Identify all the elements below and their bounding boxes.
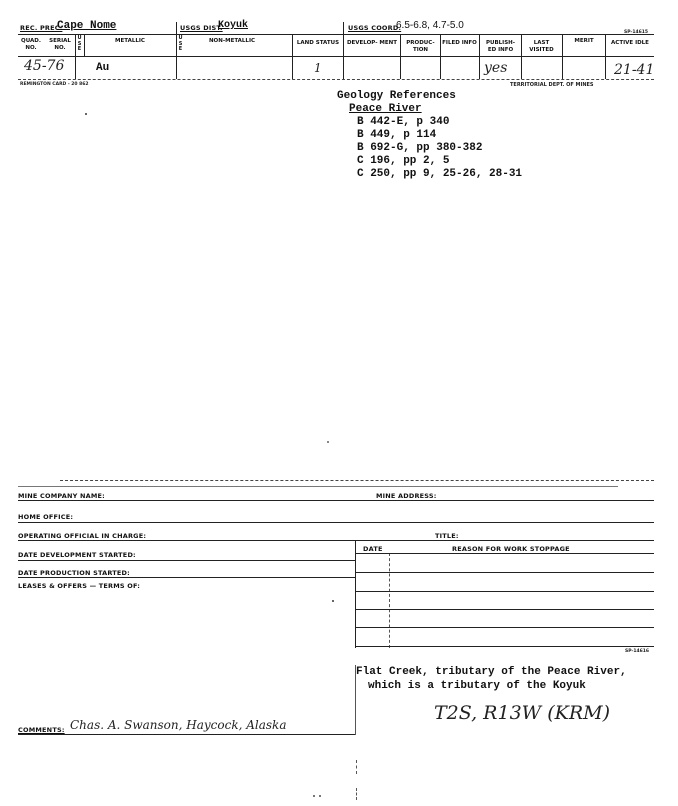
bottom-mark: [356, 760, 357, 774]
reference-list: [357, 116, 522, 181]
rec-prec-label: REC. PREC.: [20, 24, 63, 32]
col-development: DEVELOP- MENT: [346, 40, 398, 46]
col-land-status: LAND STATUS: [296, 40, 340, 46]
col-serial-no: SERIAL NO.: [49, 38, 71, 51]
territorial-dept: TERRITORIAL DEPT. OF MINES: [510, 82, 594, 88]
title-label: TITLE:: [435, 532, 459, 540]
speck: [327, 441, 329, 443]
reason-col-header: REASON FOR WORK STOPPAGE: [452, 545, 570, 553]
stoppage-rule: [355, 572, 654, 573]
col-published-info: PUBLISH- ED INFO: [485, 40, 516, 53]
col-metallic: METALLIC: [115, 38, 145, 44]
lower-top-rule: [60, 480, 654, 481]
date-col-header: DATE: [363, 545, 383, 553]
col-non-metallic: NON-METALLIC: [208, 38, 256, 44]
header-mid-rule: [18, 56, 654, 57]
row-land-status: 1: [314, 61, 322, 75]
header-row: [18, 20, 654, 35]
geology-references: [337, 90, 522, 181]
leases-label: LEASES & OFFERS — TERMS OF:: [18, 582, 141, 590]
form-number-2: SP-14616: [625, 649, 649, 654]
location-note: [356, 665, 627, 693]
location-note-line-1: Flat Creek, tributary of the Peace River,: [356, 666, 627, 678]
form-rule: [18, 540, 654, 541]
bottom-mark: [356, 788, 357, 800]
references-heading: Geology References: [337, 90, 456, 102]
col-filed-info: FILED INFO: [442, 40, 477, 46]
rec-prec-value: Cape Nome: [57, 20, 117, 32]
row-published-info: yes: [484, 60, 508, 76]
form-rule: [18, 522, 654, 523]
col-use-code: U S E: [77, 35, 82, 52]
form-rule: [18, 577, 355, 578]
header-bottom-rule: [18, 79, 654, 80]
mine-company-name-label: MINE COMPANY NAME:: [18, 492, 105, 500]
col-use-code-2: U S E: [178, 35, 183, 52]
home-office-label: HOME OFFICE:: [18, 513, 74, 521]
stoppage-date-divider: [389, 553, 390, 648]
col-quad-no: QUAD. NO.: [21, 38, 41, 51]
stoppage-rule: [355, 646, 654, 647]
col-divider: [292, 34, 293, 79]
usgs-dist-value: Koyuk: [218, 20, 249, 31]
speck: [332, 600, 334, 602]
row-metallic: Au: [96, 62, 110, 74]
header-top-rule: [18, 34, 654, 35]
col-merit: MERIT: [574, 38, 594, 44]
card-id: REMINGTON CARD - 20 862: [20, 82, 89, 87]
form-number: SP-14615: [624, 30, 648, 35]
speck: [85, 113, 87, 115]
col-divider: [605, 34, 606, 79]
col-last-visited: LAST VISITED: [529, 40, 554, 53]
mine-address-label: MINE ADDRESS:: [376, 492, 437, 500]
col-divider: [400, 34, 401, 79]
usgs-coord-label: USGS COORD.: [348, 24, 402, 32]
stoppage-table-left: [355, 540, 356, 648]
references-location: Peace River: [349, 103, 422, 115]
comments-rule: [18, 734, 355, 735]
reference-item: B 692-G, pp 380-382: [357, 142, 483, 154]
usgs-coord-value: 6.5-6.8, 4.7-5.0: [396, 20, 464, 31]
speck: [319, 795, 321, 797]
stoppage-rule: [355, 591, 654, 592]
reference-item: B 442-E, p 340: [357, 116, 450, 128]
form-rule: [18, 500, 654, 501]
date-prod-started-label: DATE PRODUCTION STARTED:: [18, 569, 130, 577]
col-active-idle: ACTIVE IDLE: [611, 40, 649, 46]
stoppage-rule: [355, 609, 654, 610]
col-divider: [479, 34, 480, 79]
reference-item: B 449, p 114: [357, 129, 437, 141]
speck: [313, 795, 315, 797]
location-note-line-2: which is a tributary of the Koyuk: [368, 680, 586, 692]
reference-item: C 250, pp 9, 25-26, 28-31: [357, 168, 523, 180]
usgs-dist-label: USGS DIST.: [180, 24, 223, 32]
comments-label: COMMENTS:: [18, 726, 65, 734]
stoppage-rule: [355, 627, 654, 628]
col-production: PRODUC- TION: [406, 40, 435, 53]
col-divider: [562, 34, 563, 79]
col-divider: [84, 34, 85, 56]
row-quad-no: 45-76: [24, 58, 65, 74]
row-active-idle: 21-41: [614, 62, 655, 78]
form-rule: [18, 560, 355, 561]
col-divider: [343, 22, 344, 79]
date-dev-started-label: DATE DEVELOPMENT STARTED:: [18, 551, 136, 559]
comments-value: Chas. A. Swanson, Haycock, Alaska: [70, 718, 287, 732]
comments-divider: [355, 665, 356, 735]
township-note: T2S, R13W (KRM): [434, 702, 611, 724]
operating-official-label: OPERATING OFFICIAL IN CHARGE:: [18, 532, 147, 540]
reference-item: C 196, pp 2, 5: [357, 155, 450, 167]
stoppage-rule: [355, 553, 654, 554]
lower-top-rule-2: [18, 486, 618, 487]
